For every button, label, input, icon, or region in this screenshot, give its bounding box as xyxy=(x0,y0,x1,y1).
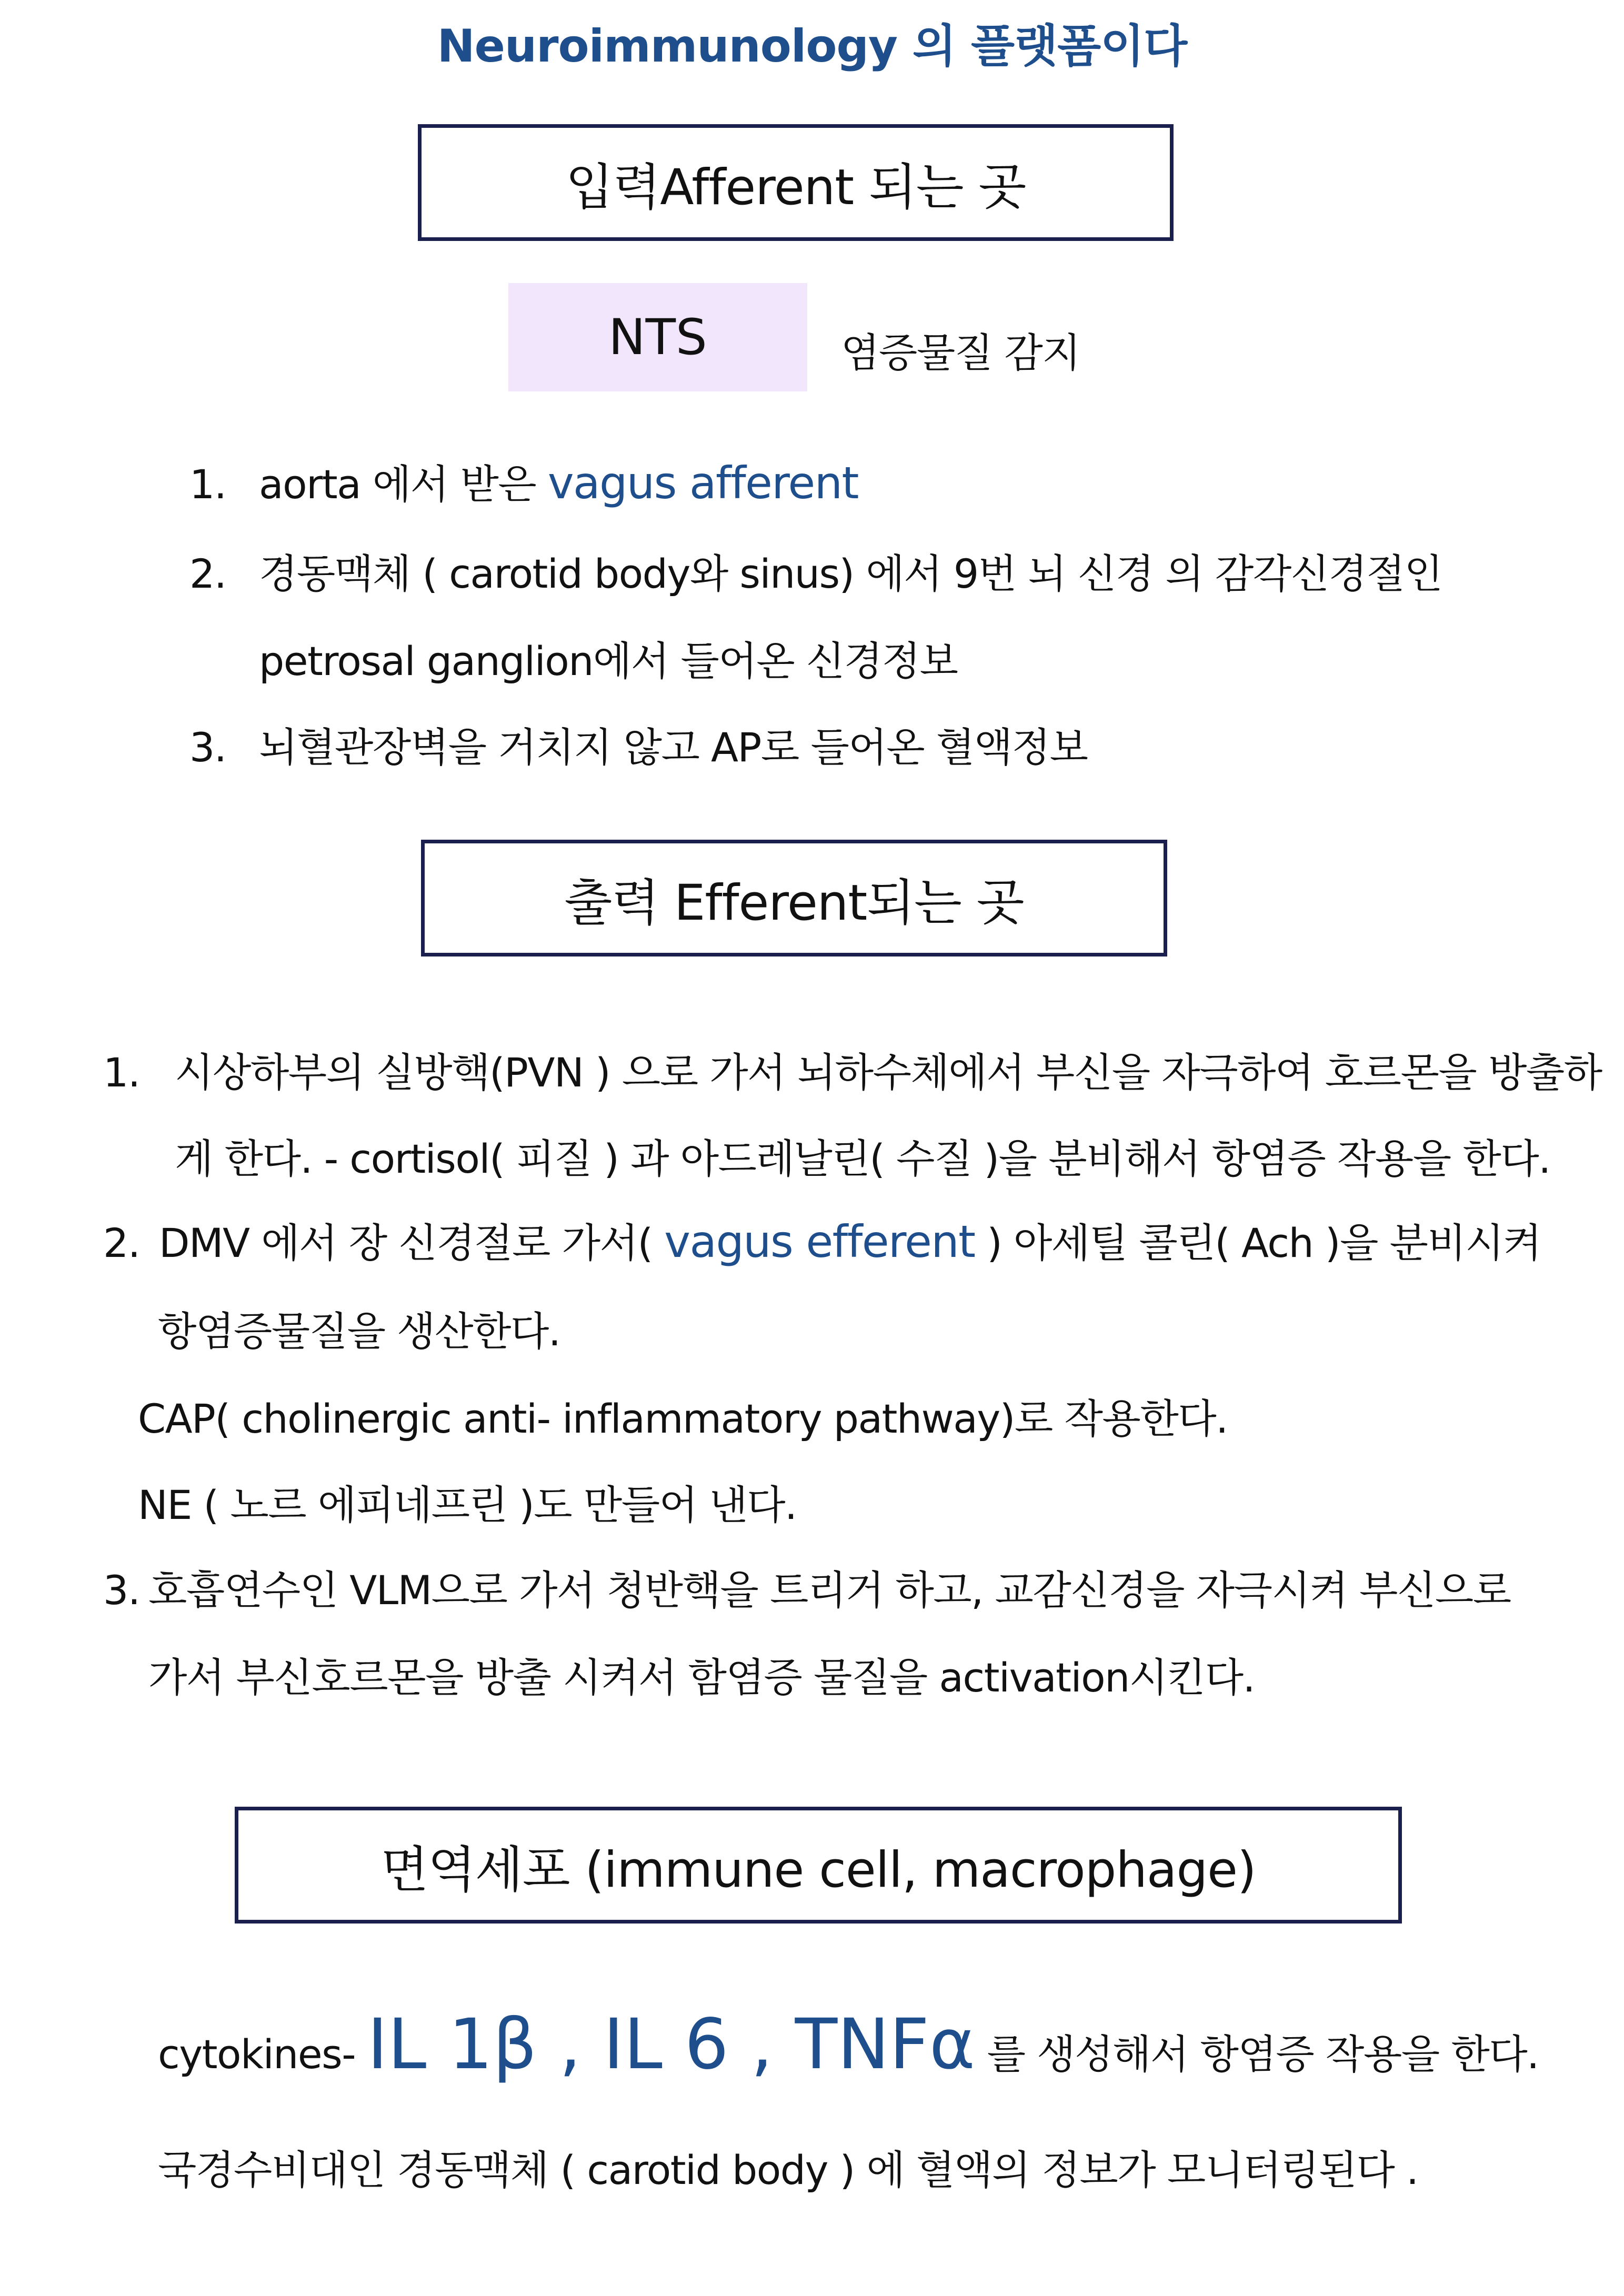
cytokines-list: IL 1β , IL 6 , TNFα xyxy=(367,2004,975,2085)
cap-line: CAP( cholinergic anti- inflammatory pathway)로 작용한다. xyxy=(138,1395,1228,1442)
efferent-heading-box xyxy=(421,840,1167,956)
cytokines-line xyxy=(158,2004,1539,2085)
cytokines-particle: 를 xyxy=(987,2031,1025,2078)
immune-heading: 면역세포 (immune cell, macrophage) xyxy=(380,1841,1256,1899)
afferent-item-3 xyxy=(189,716,1088,773)
afferent-item-1-text: aorta 에서 받은 xyxy=(259,461,548,508)
nts-label: NTS xyxy=(608,308,707,366)
efferent-item-2-pre: DMV 에서 장 신경절로 가서( xyxy=(159,1220,665,1266)
afferent-item-2-continuation: petrosal ganglion에서 들어온 신경정보 xyxy=(259,638,958,684)
list-number: 3. xyxy=(103,1567,140,1614)
efferent-item-2-line2: 항염증물질을 생산한다. xyxy=(158,1308,560,1355)
vagus-afferent-highlight: vagus afferent xyxy=(547,457,858,509)
list-number: 1. xyxy=(103,1049,140,1096)
carotid-line: 국경수비대인 경동맥체 ( carotid body ) 에 혈액의 정보가 모니터링된다 . xyxy=(158,2147,1418,2193)
efferent-item-2 xyxy=(103,1211,1541,1268)
efferent-heading: 출력 Efferent되는 곳 xyxy=(564,874,1024,932)
afferent-item-1 xyxy=(189,452,858,510)
efferent-item-1 xyxy=(103,1041,1602,1098)
list-number: 2. xyxy=(103,1220,140,1266)
efferent-item-1-line1: 시상하부의 실방핵(PVN ) 으로 가서 뇌하수체에서 부신을 자극하여 호르몬을 방출하 xyxy=(175,1049,1602,1096)
afferent-item-3-text: 뇌혈관장벽을 거치지 않고 AP로 들어온 혈액정보 xyxy=(259,724,1088,771)
list-number: 1. xyxy=(189,461,226,508)
immune-heading-box xyxy=(235,1807,1402,1924)
cytokines-suffix: 생성해서 항염증 작용을 한다. xyxy=(1025,2031,1539,2078)
afferent-item-2 xyxy=(189,542,1442,599)
ne-line: NE ( 노르 에피네프린 )도 만들어 낸다. xyxy=(138,1482,797,1528)
efferent-item-2-post: ) 아세틸 콜린( Ach )을 분비시켜 xyxy=(975,1220,1541,1266)
efferent-item-3-line2: 가서 부신호르몬을 방출 시켜서 함염증 물질을 activation시킨다. xyxy=(148,1654,1255,1701)
cytokines-prefix: cytokines- xyxy=(158,2031,356,2078)
page-title: Neuroimmunology 의 플랫폼이다 xyxy=(437,20,1187,73)
afferent-heading-box xyxy=(418,124,1174,241)
efferent-item-3-line1: 호흡연수인 VLM으로 가서 청반핵을 트리거 하고, 교감신경을 자극시켜 부신으로 xyxy=(148,1567,1511,1614)
nts-note: 염증물질 감지 xyxy=(841,329,1080,376)
afferent-heading: 입력Afferent 되는 곳 xyxy=(565,158,1026,216)
list-number: 3. xyxy=(189,724,226,771)
vagus-efferent-highlight: vagus efferent xyxy=(664,1216,975,1267)
efferent-item-3 xyxy=(103,1558,1511,1616)
list-number: 2. xyxy=(189,550,226,597)
efferent-item-1-line2: 게 한다. - cortisol( 피질 ) 과 아드레날린( 수질 )을 분비해서 항염증 작용을 한다. xyxy=(175,1135,1550,1182)
afferent-item-2-text: 경동맥체 ( carotid body와 sinus) 에서 9번 뇌 신경 의 감각신경절인 xyxy=(259,550,1442,597)
nts-label-box xyxy=(508,283,807,391)
